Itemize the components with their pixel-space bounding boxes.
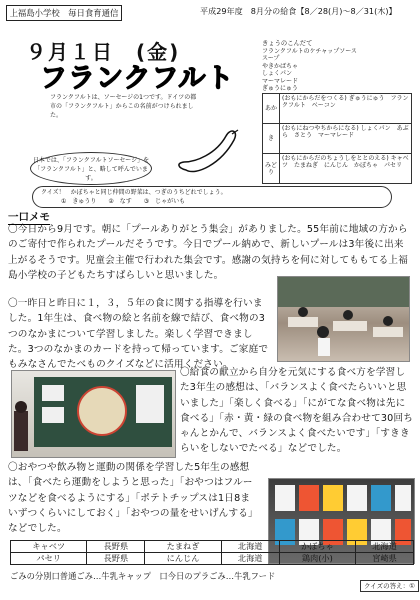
table-cell: 鶏肉(小) (279, 553, 355, 565)
memo-paragraph-grade3: 〇給食の献立から自分を元気にする食べ方を学習した3年生の感想は、「バランスよく食べたらいいと思いました」「楽しく食べる」「にがてな食べ物は先に食べる」「赤・黄・緑の食べ物を組み合わせて30回ちゃんとかんで、バランスよく食べたいです」「すききらいをしないでたべる」などでした。 (180, 367, 414, 455)
food-title: フランクフルト (40, 63, 235, 93)
group-label-green: みどり (263, 154, 280, 184)
frankfurter-illustration (176, 126, 248, 178)
memo-paragraph-pool: 〇今日から9月です。朝に「プールありがとう集会」がありました。55年前に地域の方からのご寄付で作られたプールだそうです。今日でプール納めで、新しいプールは3年後に出来上がるそうです。児童会主催で行われた集会です。感謝の気持ちを何に対してももてる上福島小学校の子どもたちすばらしいと思いました。 (8, 224, 409, 281)
food-title-art (40, 63, 250, 93)
menu-section (262, 40, 412, 93)
menu-item: スープ (262, 55, 280, 62)
japan-note-bubble: 日本では、「フランクフルトソーセージ」を「フランクフルト」と、略して呼んでいます。 (30, 152, 152, 185)
quiz-box (32, 186, 392, 208)
table-row (11, 553, 414, 565)
menu-heading: きょうのこんだて (262, 40, 313, 47)
memo-paragraph-grade5: 〇おやつや飲み物と運動の関係を学習した5年生の感想は、「食べたら運動をしようと思った」「おやつはフルーツなどを食べるようにする」「ポテトチップスは1日8まいずつくらいにしておく」「おやつの量をせいげんする」などでした。 (8, 462, 258, 535)
table-cell: 北海道 (221, 553, 279, 565)
table-cell: キャベツ (11, 541, 87, 553)
group-foods-yellow: (おもにねつやちからになる) しょくパン あぶら さとう マーマレード (280, 124, 412, 154)
production-area-table (10, 540, 414, 565)
table-cell: かぼちゃ (279, 541, 355, 553)
quiz-question: クイズ！ かぼちゃと同じ仲間の野菜は、つぎのうちどれでしょう。 (41, 189, 227, 196)
blackboard-photo (11, 370, 176, 458)
school-name-box: 上福島小学校 毎日食育通信 (6, 5, 122, 21)
menu-item: フランクフルトのケチャップソース (262, 47, 357, 55)
table-cell: パセリ (11, 553, 87, 565)
quiz-answer: クイズの答え：① (360, 580, 419, 592)
day-title: ９月１日 (金) (26, 40, 181, 64)
classroom-scene (278, 277, 409, 361)
classroom-photo (277, 276, 410, 362)
table-cell: 北海道 (221, 541, 279, 553)
table-cell: 長野県 (87, 541, 145, 553)
table-cell: にんじん (145, 553, 221, 565)
table-row (11, 541, 414, 553)
intro-bubble: フランクフルトは、ソーセージの1つです。ドイツの都市の「フランクフルト」からこの名前がつけられました。 (50, 94, 197, 119)
group-foods-red: (おもにからだをつくる) ぎゅうにゅう フランクフルト ベーコン (280, 94, 412, 124)
menu-item: ぎゅうにゅう (262, 85, 298, 92)
table-cell: 長野県 (87, 553, 145, 565)
table-cell: 北海道 (356, 541, 414, 553)
group-foods-green: (おもにからだのちょうしをととのえる) キャベツ たまねぎ にんじん かぼちゃ パセリ (280, 154, 412, 184)
group-label-yellow: き (263, 124, 280, 154)
memo-paragraph-grade1: 〇一昨日と昨日に１，３，５年の食に関する指導を行いました。1年生は、食べ物の絵と名前を線で結び、食べ物の3つのなかまについて学習しました。楽しく学習できました。3つのなかまのカードを持って帰っています。ご家庭でもみなさんでたべものクイズなどに活用ください。 (8, 298, 269, 371)
memo-heading: 一口メモ (8, 211, 50, 223)
menu-item: しょくパン (262, 70, 293, 77)
group-label-red: あか (263, 94, 280, 124)
table-cell: 宮崎県 (356, 553, 414, 565)
menu-item: やきかばちゃ (262, 62, 299, 70)
blackboard-scene (12, 371, 175, 457)
table-cell: たまねぎ (145, 541, 221, 553)
garbage-sorting-note: ごみの分別口普通ごみ…牛乳キャップ 口今日のプラごみ…牛乳フード (10, 571, 276, 581)
food-group-table (262, 93, 412, 184)
newsletter-period: 平成29年度 8月分の給食【8／28(月)～8／31(木)】 (200, 6, 397, 16)
menu-item: マーマレード (262, 77, 299, 85)
quiz-options: ① きゅうり ② なす ③ じゃがいも (61, 198, 186, 205)
